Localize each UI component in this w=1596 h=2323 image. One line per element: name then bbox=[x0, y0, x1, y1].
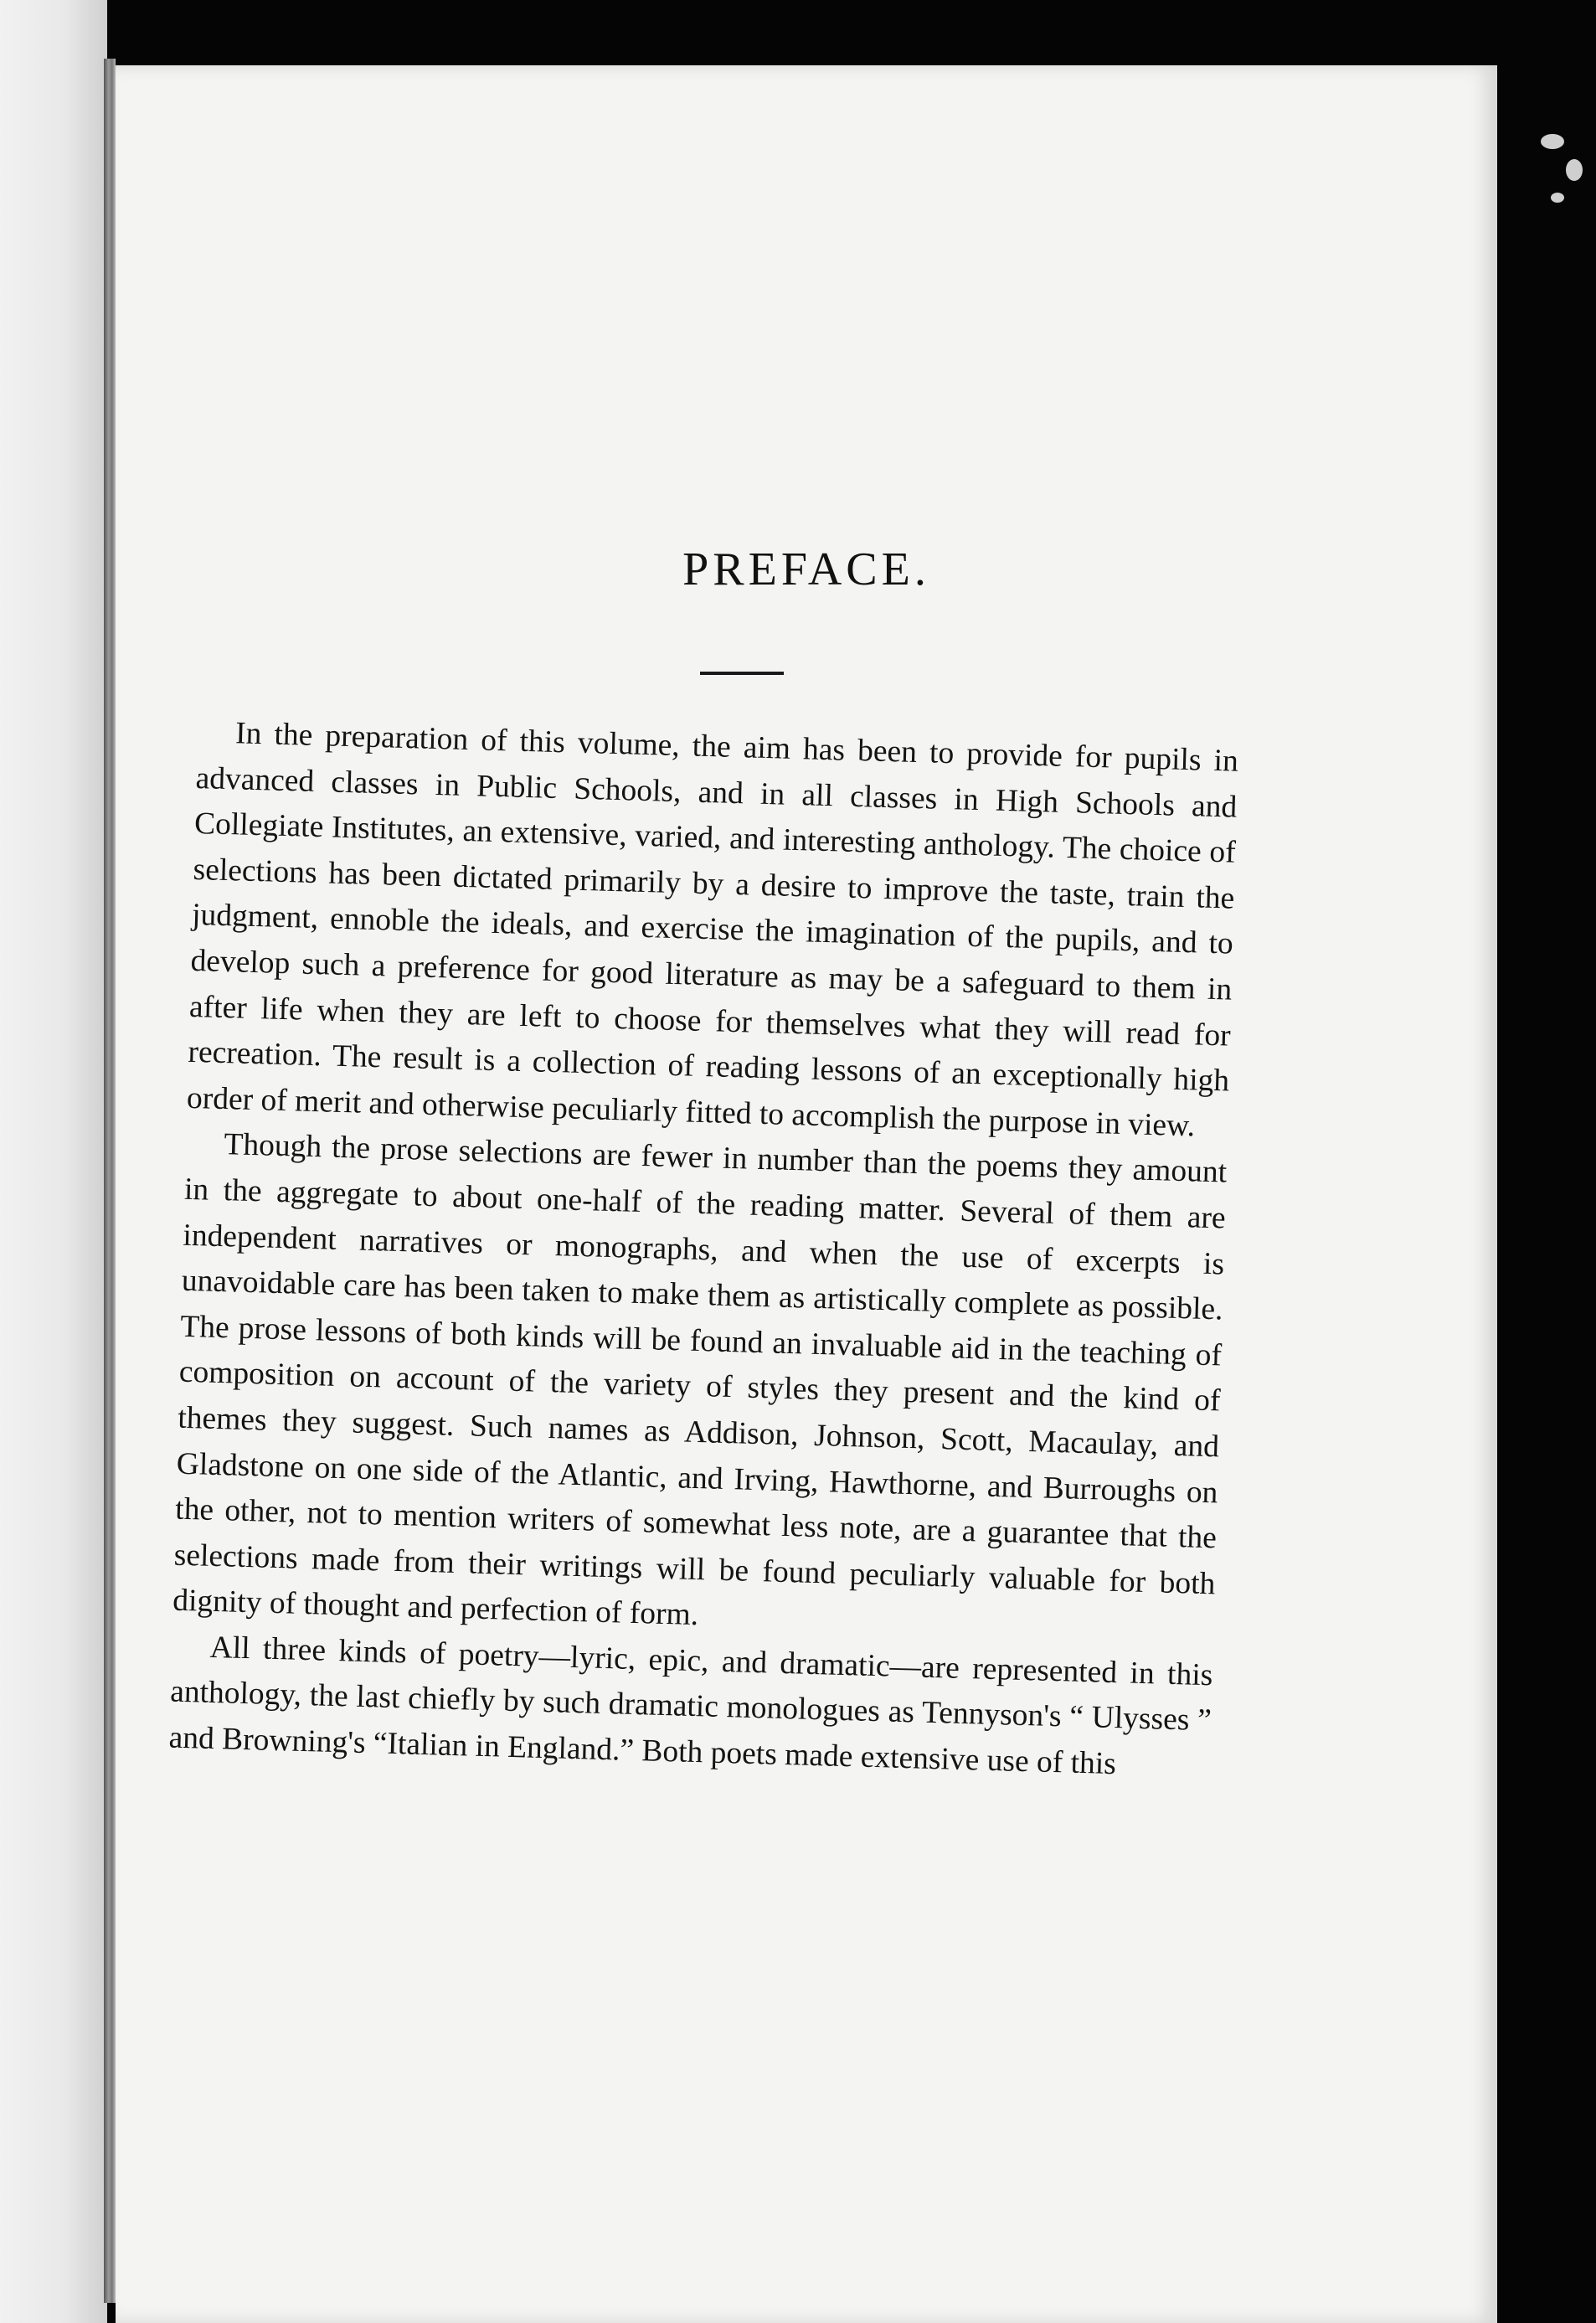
page-title: PREFACE. bbox=[682, 543, 930, 595]
preface-body bbox=[168, 710, 1239, 1790]
title-rule bbox=[700, 672, 784, 675]
facing-page-edge bbox=[0, 0, 107, 2323]
book-gutter bbox=[104, 59, 116, 2303]
edge-damage bbox=[1507, 126, 1596, 226]
paragraph-2: Though the prose selections are fewer in number than the poems they amount in the aggregate to about one-half of the reading matter. Several of them are independent narratives or monographs, and when the use of excerpts is unavoidable care has been taken to make them as artistically complete as possible. The prose lessons of both kinds will be found an invaluable aid in the teaching of composition on account of the variety of styles they present and the kind of themes they suggest. Such names as Addison, Johnson, Scott, Macaulay, and Gladstone on one side of the Atlantic, and Irving, Hawthorne, and Burroughs on the other, not to mention writers of somewhat less note, are a guarantee that the selections made from their writings will be found peculiarly valuable for both dignity of thought and perfection of form. bbox=[172, 1127, 1228, 1633]
paragraph-3: All three kinds of poetry—lyric, epic, and dramatic—are represented in this anthology, the last chiefly by such dramatic monologues as Tennyson's “ Ulysses ” and Browning's “Italian in England.” Both poets made extensive use of this bbox=[168, 1630, 1213, 1782]
book-page bbox=[116, 65, 1497, 2323]
paragraph-1: In the preparation of this volume, the aim has been to provide for pupils in advanced classes in Public Schools, and in all classes in High Schools and Collegiate Institutes, an extensive, varied, and interesting anthology. The choice of selections has been dictated primarily by a desire to improve the taste, train the judgment, ennoble the ideals, and exercise the imagination of the pupils, and to develop such a preference for good literature as may be a safeguard to them in after life when they are left to choose for themselves what they will read for recreation. The result is a collection of reading lessons of an exceptionally high order of merit and otherwise peculiarly fitted to accomplish the purpose in view. bbox=[186, 716, 1239, 1144]
